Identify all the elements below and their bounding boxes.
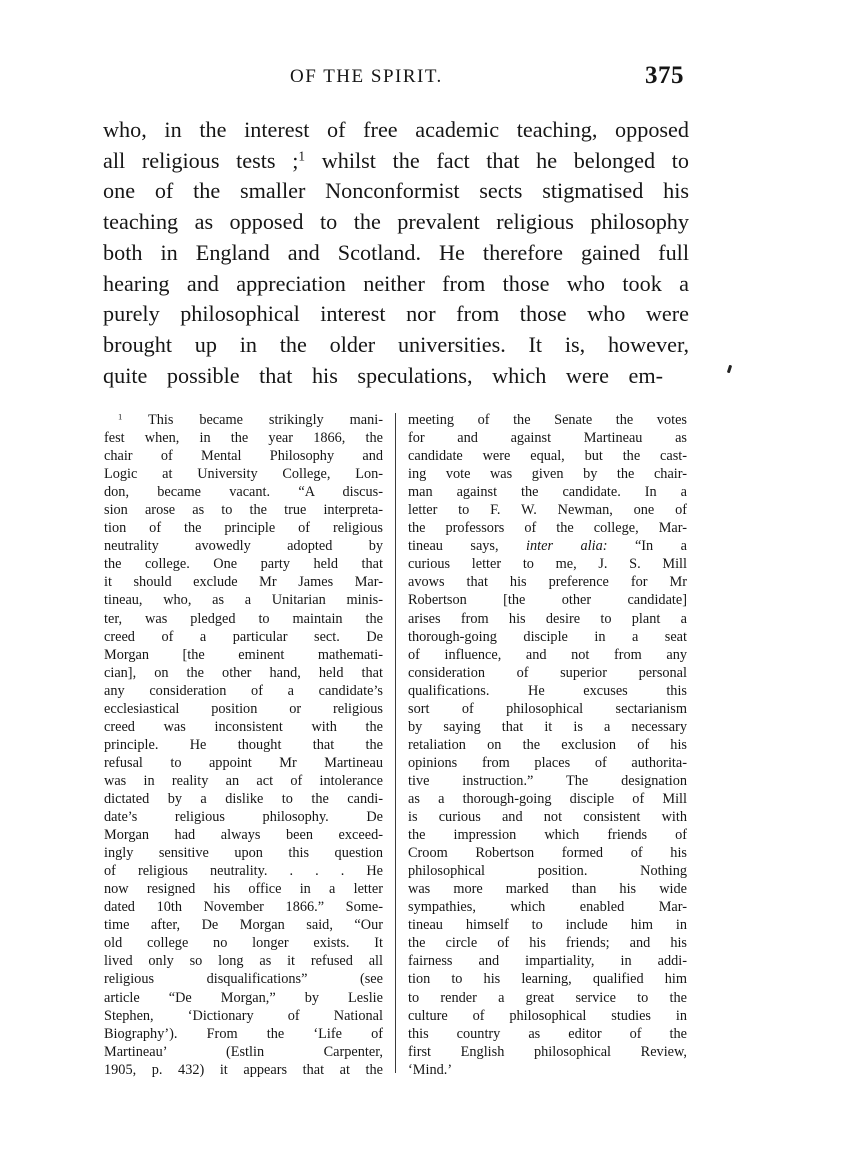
footnote-line: time after, De Morgan said, “Our	[104, 917, 383, 934]
footnote-line: Biography’). From the ‘Life of	[104, 1025, 383, 1042]
footnote-marker: 1	[118, 411, 123, 422]
footnote-line: Morgan [the eminent mathemati-	[104, 646, 383, 663]
footnote-line: ing vote was given by the chair-	[408, 466, 687, 483]
footnote-line: refusal to appoint Mr Martineau	[104, 754, 383, 771]
main-text-line: brought up in the older universities. It is, however,	[103, 331, 689, 357]
footnote-line: arises from his desire to plant a	[408, 610, 687, 627]
footnote-line: curious letter to me, J. S. Mill	[408, 556, 687, 573]
footnote-line: Croom Robertson formed of his	[408, 845, 687, 862]
footnote-line: ter, was pledged to maintain the	[104, 610, 383, 627]
footnote-line	[408, 537, 687, 555]
footnote-line: dated 10th November 1866.” Some-	[104, 899, 383, 916]
footnote-fragment: tineau says,	[408, 538, 499, 555]
footnote-italic-phrase: inter alia:	[526, 538, 608, 555]
footnote-line: letter to F. W. Newman, one of	[408, 502, 687, 519]
footnote-line: it should exclude Mr James Mar-	[104, 574, 383, 591]
footnote-line: opinions from places of authorita-	[408, 754, 687, 771]
main-text-fragment: whilst the fact that he belonged to	[321, 147, 690, 173]
main-text-line: hearing and appreciation neither from those who took a	[103, 270, 689, 296]
footnote-line: the circle of his friends; and his	[408, 935, 687, 952]
footnote-line: Robertson [the other candidate]	[408, 592, 687, 609]
column-divider-rule	[395, 413, 396, 1073]
footnote-line: old college no longer exists. It	[104, 935, 383, 952]
footnote-line: ‘Mind.’	[408, 1061, 453, 1078]
footnote-fragment: “In a	[634, 538, 687, 555]
footnote-left-column	[104, 411, 383, 1079]
footnote-line: fairness and impartiality, in addi-	[408, 953, 687, 970]
footnote-reference: 1	[298, 148, 306, 164]
stray-ink-mark	[727, 365, 732, 374]
footnote-line: creed of a particular sect. De	[104, 628, 383, 645]
footnote-line: Morgan had always been exceed-	[104, 827, 383, 844]
footnote-line: tion to his learning, qualified him	[408, 971, 687, 988]
footnote-line: sion arose as to the true interpreta-	[104, 502, 383, 519]
main-text-line: purely philosophical interest nor from those who were	[103, 301, 689, 327]
running-head	[0, 62, 850, 96]
footnote-right-column	[408, 411, 687, 1079]
footnote-line: tineau, who, as a Unitarian minis-	[104, 592, 383, 609]
footnote-line: article “De Morgan,” by Leslie	[104, 989, 383, 1006]
footnote-line: is curious and not consistent with	[408, 809, 687, 826]
main-text-fragment: all religious tests ;	[103, 147, 299, 173]
footnote-line: man against the candidate. In a	[408, 484, 687, 501]
footnote-line: of influence, and not from any	[408, 646, 687, 663]
footnote-line: Logic at University College, Lon-	[104, 466, 383, 483]
footnote-line: principle. He thought that the	[104, 736, 383, 753]
footnote-line: by saying that it is a necessary	[408, 718, 687, 735]
footnote-line: religious disqualifications” (see	[104, 971, 383, 988]
main-text-line: one of the smaller Nonconformist sects stigmatised his	[103, 178, 689, 204]
footnote-line: was more marked than his wide	[408, 881, 687, 898]
footnote-line: chair of Mental Philosophy and	[104, 448, 383, 465]
footnote-line: the professors of the college, Mar-	[408, 520, 687, 537]
main-text-line: both in England and Scotland. He therefore gained full	[103, 239, 689, 265]
footnote-line: consideration of superior personal	[408, 664, 687, 681]
footnote-line: tineau himself to include him in	[408, 917, 687, 934]
footnote-line: meeting of the Senate the votes	[408, 412, 687, 428]
footnote-line: retaliation on the exclusion of his	[408, 736, 687, 753]
footnote-line: now resigned his office in a letter	[104, 881, 383, 898]
footnote-line: date’s religious philosophy. De	[104, 809, 383, 826]
footnote-line: qualifications. He excuses this	[408, 682, 687, 699]
footnote-line: don, became vacant. “A discus-	[104, 484, 383, 501]
footnote-line: for and against Martineau as	[408, 430, 687, 447]
footnote-line: ingly sensitive upon this question	[104, 845, 383, 862]
footnote-line: Stephen, ‘Dictionary of National	[104, 1007, 383, 1024]
footnote-line: philosophical position. Nothing	[408, 863, 687, 880]
footnote-line: dictated by a dislike to the candi-	[104, 790, 383, 807]
footnote-line: neutrality avowedly adopted by	[104, 538, 383, 555]
footnote-line: as a thorough-going disciple of Mill	[408, 790, 687, 807]
footnote-line: avows that his preference for Mr	[408, 574, 687, 591]
footnote-line: the impression which friends of	[408, 827, 687, 844]
main-text-line: who, in the interest of free academic teaching, opposed	[103, 117, 689, 142]
footnote-line: fest when, in the year 1866, the	[104, 430, 383, 447]
footnote-line: this country as editor of the	[408, 1025, 687, 1042]
footnote-line: any consideration of a candidate’s	[104, 682, 383, 699]
footnote-line: to render a great service to the	[408, 989, 687, 1006]
footnote-line	[104, 411, 383, 429]
footnote-line: 1905, p. 432) it appears that at the	[104, 1061, 383, 1078]
footnote-line: sort of philosophical sectarianism	[408, 700, 687, 717]
footnote-line: was in reality an act of intolerance	[104, 772, 383, 789]
footnote-line: thorough-going disciple in a seat	[408, 628, 687, 645]
footnote-line: lived only so long as it refused all	[104, 953, 383, 970]
footnote-line: tion of the principle of religious	[104, 520, 383, 537]
footnote-line: candidate were equal, but the cast-	[408, 448, 687, 465]
running-title: OF THE SPIRIT.	[290, 66, 443, 87]
main-text-line: teaching as opposed to the prevalent religious philosophy	[103, 209, 689, 235]
footnote-line: sympathies, which enabled Mar-	[408, 899, 687, 916]
main-text-line: quite possible that his speculations, which were em-	[103, 362, 663, 388]
footnote-fragment: This became strikingly mani-	[147, 412, 383, 428]
main-text-line	[103, 146, 689, 177]
footnote-line: tive instruction.” The designation	[408, 772, 687, 789]
footnote-line: culture of philosophical studies in	[408, 1007, 687, 1024]
footnote-line: cian], on the other hand, held that	[104, 664, 383, 681]
page-number: 375	[645, 62, 684, 89]
footnote-line: of religious neutrality. . . . He	[104, 863, 383, 880]
footnote-line: creed was inconsistent with the	[104, 718, 383, 735]
footnote-line: ecclesiastical position or religious	[104, 700, 383, 717]
footnote-line: Martineau’ (Estlin Carpenter,	[104, 1043, 383, 1060]
main-text-block	[103, 115, 689, 391]
footnote-line: the college. One party held that	[104, 556, 383, 573]
footnote-line: first English philosophical Review,	[408, 1043, 687, 1060]
